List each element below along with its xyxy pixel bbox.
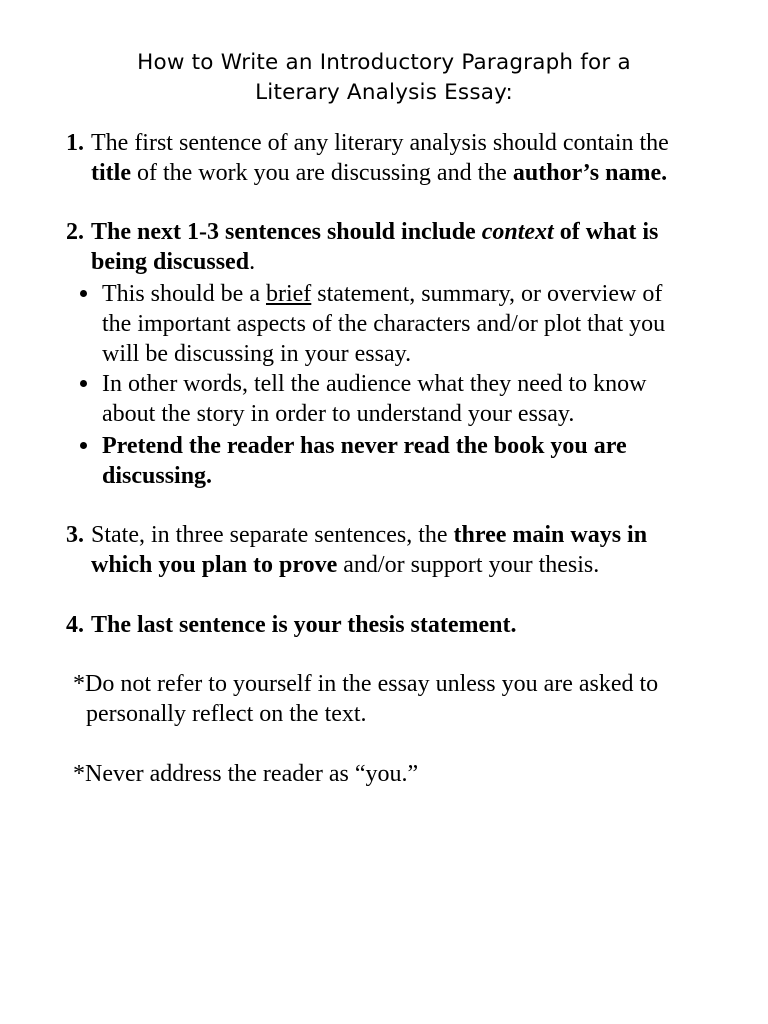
step-4-line-1 (66, 610, 746, 640)
step-number: 1. (66, 130, 84, 156)
bullet-item (76, 431, 756, 491)
step-3-line-1 (66, 520, 746, 550)
note-2-line-1: *Never address the reader as “you.” (73, 761, 419, 787)
step-2 (66, 217, 746, 277)
step-1 (66, 128, 746, 188)
step-1-line-1 (66, 128, 746, 158)
step-1-text-2: of the work you are discussing and the (130, 160, 513, 186)
step-2-line-1 (66, 217, 746, 247)
step-2-bold-end: of what is (553, 219, 659, 245)
bullet-bold-text: discussing. (102, 463, 213, 489)
bullet-1-line-3: will be discussing in your essay. (102, 341, 412, 367)
bullet-1-line-2: the important aspects of the characters and/or plot that you (102, 311, 666, 337)
title-line-2: Literary Analysis Essay: (255, 80, 513, 105)
bullet-2-line-2: about the story in order to understand your essay. (102, 401, 575, 427)
step-2-bold-text: The next 1-3 sentences should include (91, 219, 482, 245)
bullet-3-line-2 (102, 461, 756, 491)
bullet-icon (80, 442, 87, 449)
bullet-2-line-1: In other words, tell the audience what they need to know (102, 371, 647, 397)
note-1 (73, 669, 753, 729)
page-title (40, 48, 728, 108)
step-number: 3. (66, 522, 84, 548)
bullet-list (76, 279, 756, 491)
step-1-text: The first sentence of any literary analysis should contain the (91, 130, 669, 156)
step-2-italic-context: context (481, 219, 554, 245)
step-3 (66, 520, 746, 580)
step-1-line-2 (66, 158, 746, 188)
step-3-line-2 (66, 550, 746, 580)
step-2-bold-line-2: being discussed (91, 249, 250, 275)
bullet-text: statement, summary, or overview of (311, 281, 663, 307)
bullet-text: This should be a (102, 281, 266, 307)
step-3-bold-text: three main ways in (453, 522, 648, 548)
bullet-3-line-1 (102, 431, 756, 461)
step-2-line-2 (66, 247, 746, 277)
title-line-1: How to Write an Introductory Paragraph for a (137, 50, 631, 75)
step-number: 4. (66, 612, 84, 638)
note-2 (73, 759, 753, 789)
step-1-bold-title: title (91, 160, 131, 186)
step-3-bold-text-2: which you plan to prove (91, 552, 338, 578)
step-2-period: . (249, 249, 256, 275)
bullet-1-line-1 (102, 279, 756, 309)
step-4-bold-text: The last sentence is your thesis statement. (91, 612, 517, 638)
step-4 (66, 610, 746, 640)
note-1-line-2: personally reflect on the text. (86, 701, 367, 727)
bullet-item (76, 369, 756, 429)
step-3-text: State, in three separate sentences, the (91, 522, 454, 548)
step-1-bold-author: author’s name. (512, 160, 668, 186)
step-number: 2. (66, 219, 84, 245)
underlined-brief: brief (265, 281, 312, 307)
note-1-line-1: *Do not refer to yourself in the essay unless you are asked to (73, 671, 659, 697)
bullet-bold-text: Pretend the reader has never read the book you are (102, 433, 627, 459)
bullet-item (76, 279, 756, 369)
step-3-text-2: and/or support your thesis. (337, 552, 600, 578)
bullet-icon (80, 290, 87, 297)
bullet-icon (80, 380, 87, 387)
